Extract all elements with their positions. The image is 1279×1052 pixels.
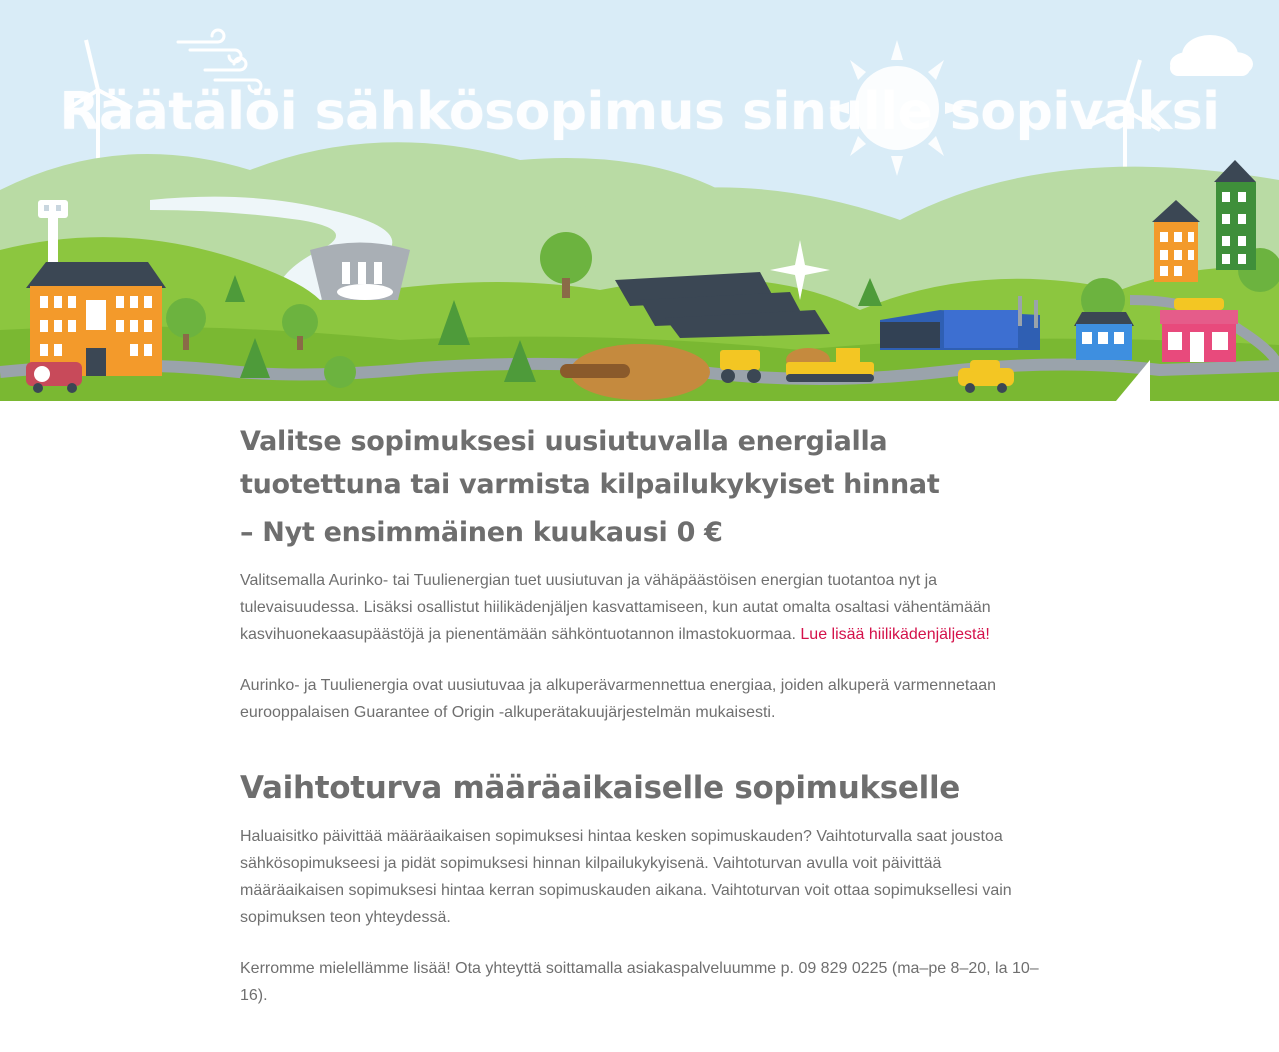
- section-subheading-offer: – Nyt ensimmäinen kuukausi 0 €: [240, 517, 723, 548]
- school-building: [26, 262, 166, 376]
- carbon-handprint-link[interactable]: Lue lisää hiilikädenjäljestä!: [800, 626, 990, 643]
- paragraph-renewable-text: Valitsemalla Aurinko- tai Tuulienergian tuet uusiutuvan ja vähäpäästöisen energian tuotantoa nyt ja tulevaisuudessa. Lisäksi osallistut hiilikädenjäljen kasvattamiseen, kun autat omalta osaltasi vähentämään kasvihuonekaasupäästöjä ja pienentämään sähköntuotannon ilmastokuormaa.: [240, 572, 991, 643]
- dam-illustration: [310, 243, 410, 301]
- hero-banner: [0, 0, 1279, 401]
- main-content: [240, 401, 1040, 1009]
- section-heading-switch-protection: Vaihtoturva määräaikaiselle sopimukselle: [240, 770, 961, 806]
- green-house: [1214, 160, 1256, 270]
- blue-house: [1074, 312, 1134, 360]
- paragraph-renewable-intro: [240, 567, 1040, 648]
- hero-illustration: [0, 0, 1279, 401]
- section-heading-renewable: Valitse sopimuksesi uusiutuvalla energialla tuotettuna tai varmista kilpailukykyiset hinnat: [240, 426, 940, 500]
- paragraph-origin: Aurinko- ja Tuulienergia ovat uusiutuvaa ja alkuperävarmennettua energiaa, joiden alkuperä varmennetaan eurooppalaisen Guarantee of Origin -alkuperätakuujärjestelmän mukaisesti.: [240, 677, 997, 721]
- hero-title: Räätälöi sähkösopimus sinulle sopivaksi: [59, 82, 1220, 142]
- paragraph-contact: Kerromme mielellämme lisää! Ota yhteyttä soittamalla asiakaspalveluumme p. 09 829 0225 (ma–pe 8–20, la 10–16).: [240, 960, 1039, 1004]
- paragraph-switch-protection: Haluaisitko päivittää määräaikaisen sopimuksesi hintaa kesken sopimuskauden? Vaihtoturvalla saat joustoa sähkösopimukseesi ja pidät sopimuksesi hinnan kilpailukykyisenä. Vaihtoturvan avulla voit päivittää määräaikaisen sopimuksesi hintaa kerran sopimuskauden aikana. Vaihtoturvan voit ottaa sopimuksellesi vain sopimuksen teon yhteydessä.: [240, 828, 1012, 926]
